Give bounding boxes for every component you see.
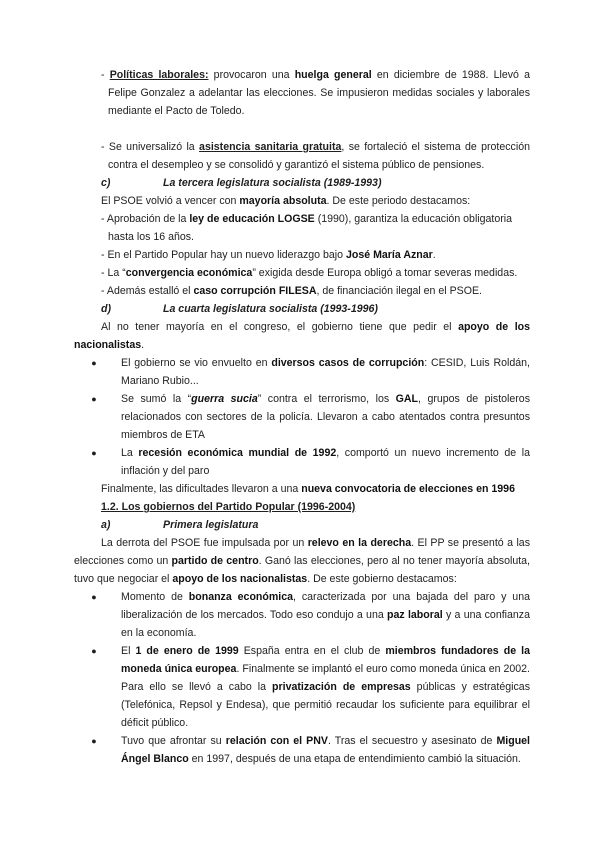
paragraph-d-intro bbox=[74, 318, 530, 354]
list-item bbox=[74, 444, 530, 480]
text: provocaron una bbox=[208, 69, 295, 81]
text: . Finalmente se implantó el euro como moneda única en 2002. Para ello se llevó a cabo la bbox=[121, 663, 530, 693]
text: y a una confianza en la economía. bbox=[121, 609, 530, 639]
section-title: La cuarta legislatura socialista (1993-1996) bbox=[163, 303, 378, 315]
text: La derrota del PSOE fue impulsada por un bbox=[101, 537, 308, 549]
text-emphasis: convergencia económica bbox=[125, 267, 253, 279]
text: . bbox=[141, 339, 145, 351]
text: en 1997, después de una etapa de entendimiento cambió la situación. bbox=[188, 753, 521, 765]
section-heading-d bbox=[74, 300, 530, 318]
text-emphasis: mayoría absoluta bbox=[239, 195, 327, 207]
text-emphasis: huelga general bbox=[294, 69, 372, 81]
text-emphasis: Políticas laborales: bbox=[109, 69, 209, 81]
text-emphasis: privatización de empresas bbox=[272, 681, 411, 693]
text: . El PP se presentó a las elecciones como un bbox=[74, 537, 530, 567]
text-emphasis: apoyo de los nacionalistas bbox=[74, 321, 530, 351]
text: Tuvo que afrontar su bbox=[121, 735, 226, 747]
list-item bbox=[74, 732, 530, 768]
list-item bbox=[74, 642, 530, 732]
list-item bbox=[74, 390, 530, 444]
heading-1-2 bbox=[74, 498, 530, 516]
bullet-icon: ● bbox=[91, 736, 97, 746]
text-emphasis: relación con el PNV bbox=[225, 735, 328, 747]
text: . Tras el secuestro y asesinato de bbox=[327, 735, 497, 747]
text: . De este gobierno destacamos: bbox=[307, 573, 457, 585]
text: . De este periodo destacamos: bbox=[326, 195, 471, 207]
text: ” contra el terrorismo, los bbox=[257, 393, 396, 405]
text: Finalmente, las dificultades llevaron a una bbox=[101, 483, 302, 495]
paragraph-c-intro bbox=[74, 192, 530, 210]
text: , de financiación ilegal en el PSOE. bbox=[316, 285, 482, 297]
paragraph-d-final bbox=[74, 480, 530, 498]
text: El PSOE volvió a vencer con bbox=[101, 195, 240, 207]
text: El gobierno se vio envuelto en bbox=[121, 357, 272, 369]
text: El bbox=[121, 645, 136, 657]
text-emphasis: 1 de enero de 1999 bbox=[135, 645, 239, 657]
text-emphasis: partido de centro bbox=[171, 555, 259, 567]
text: Al no tener mayoría en el congreso, el gobierno tiene que pedir el bbox=[101, 321, 459, 333]
text-emphasis: asistencia sanitaria gratuita bbox=[199, 141, 342, 153]
section-letter: c) bbox=[101, 177, 111, 189]
paragraph-a-intro bbox=[74, 534, 530, 588]
text: Se sumó la “ bbox=[121, 393, 192, 405]
text: - Se universalizó la bbox=[101, 141, 200, 153]
text: - La “ bbox=[101, 267, 126, 279]
text-emphasis: bonanza económica bbox=[188, 591, 294, 603]
section-letter: d) bbox=[101, 303, 111, 315]
text-emphasis: guerra sucia bbox=[191, 393, 258, 405]
text: . Ganó las elecciones, pero al no tener mayoría absoluta, tuvo que negociar el bbox=[74, 555, 530, 585]
bullet-icon: ● bbox=[91, 358, 97, 368]
paragraph-c-logse bbox=[74, 210, 530, 246]
text-emphasis: recesión económica mundial de 1992 bbox=[138, 447, 337, 459]
text: - Además estalló el bbox=[101, 285, 194, 297]
text: España entra en el club de bbox=[238, 645, 386, 657]
text-emphasis: nueva convocatoria de elecciones en 1996 bbox=[301, 483, 515, 495]
paragraph-politicas-laborales bbox=[74, 66, 530, 120]
text: - En el Partido Popular hay un nuevo liderazgo bajo bbox=[101, 249, 346, 261]
section-letter: a) bbox=[101, 519, 111, 531]
text-emphasis: José María Aznar bbox=[346, 249, 433, 261]
heading-text: 1.2. Los gobiernos del Partido Popular (1996-2004) bbox=[101, 501, 356, 513]
bullet-icon: ● bbox=[91, 592, 97, 602]
text-emphasis: paz laboral bbox=[387, 609, 443, 621]
text: (1990), garantiza la educación obligatoria hasta los 16 años. bbox=[108, 213, 513, 243]
text-emphasis: relevo en la derecha bbox=[307, 537, 412, 549]
list-item bbox=[74, 354, 530, 390]
section-title: La tercera legislatura socialista (1989-1993) bbox=[163, 177, 382, 189]
text: , grupos de pistoleros relacionados con sectores de la policía. Llevaron a cabo atentados contra presuntos miembros de ETA bbox=[121, 393, 530, 441]
text: ” exigida desde Europa obligó a tomar severas medidas. bbox=[252, 267, 518, 279]
text: La bbox=[121, 447, 139, 459]
text-emphasis: GAL bbox=[395, 393, 419, 405]
text: , comportó un nuevo incremento de la inflación y del paro bbox=[121, 447, 531, 477]
text: públicas y estratégicas (Telefónica, Repsol y Endesa), que permitió recaudar los suficiente para equilibrar el déficit público. bbox=[121, 681, 530, 729]
paragraph-c-filesa bbox=[74, 282, 530, 300]
text-emphasis: diversos casos de corrupción bbox=[271, 357, 425, 369]
bullet-icon: ● bbox=[91, 646, 97, 656]
paragraph-c-aznar bbox=[74, 246, 530, 264]
text: : CESID, Luis Roldán, Mariano Rubio... bbox=[121, 357, 530, 387]
paragraph-c-convergencia bbox=[74, 264, 530, 282]
text-emphasis: caso corrupción FILESA bbox=[193, 285, 317, 297]
text: - bbox=[101, 69, 110, 81]
text-emphasis: miembros fundadores de la moneda única europea bbox=[121, 645, 530, 675]
text: , caracterizada por una bajada del paro y una liberalización de los mercados. Todo eso condujo a una bbox=[121, 591, 530, 621]
paragraph-asistencia-sanitaria bbox=[74, 138, 530, 174]
text-emphasis: ley de educación LOGSE bbox=[189, 213, 315, 225]
text: - Aprobación de la bbox=[101, 213, 190, 225]
list-item bbox=[74, 588, 530, 642]
document-body bbox=[74, 66, 530, 768]
text: , se fortaleció el sistema de protección contra el desempleo y se consolidó y garantizó el sistema público de pensiones. bbox=[108, 141, 530, 171]
text-emphasis: apoyo de los nacionalistas bbox=[172, 573, 308, 585]
bullet-icon: ● bbox=[91, 394, 97, 404]
section-title: Primera legislatura bbox=[163, 519, 259, 531]
text: en diciembre de 1988. Llevó a Felipe Gonzalez a adelantar las elecciones. Se impusieron medidas sociales y laborales mediante el Pacto de Toledo. bbox=[108, 69, 530, 117]
section-heading-a bbox=[74, 516, 530, 534]
bullet-icon: ● bbox=[91, 448, 97, 458]
spacer bbox=[74, 120, 530, 138]
text: . bbox=[432, 249, 436, 261]
section-heading-c bbox=[74, 174, 530, 192]
text: Momento de bbox=[121, 591, 189, 603]
text-emphasis: Miguel Ángel Blanco bbox=[121, 735, 530, 765]
